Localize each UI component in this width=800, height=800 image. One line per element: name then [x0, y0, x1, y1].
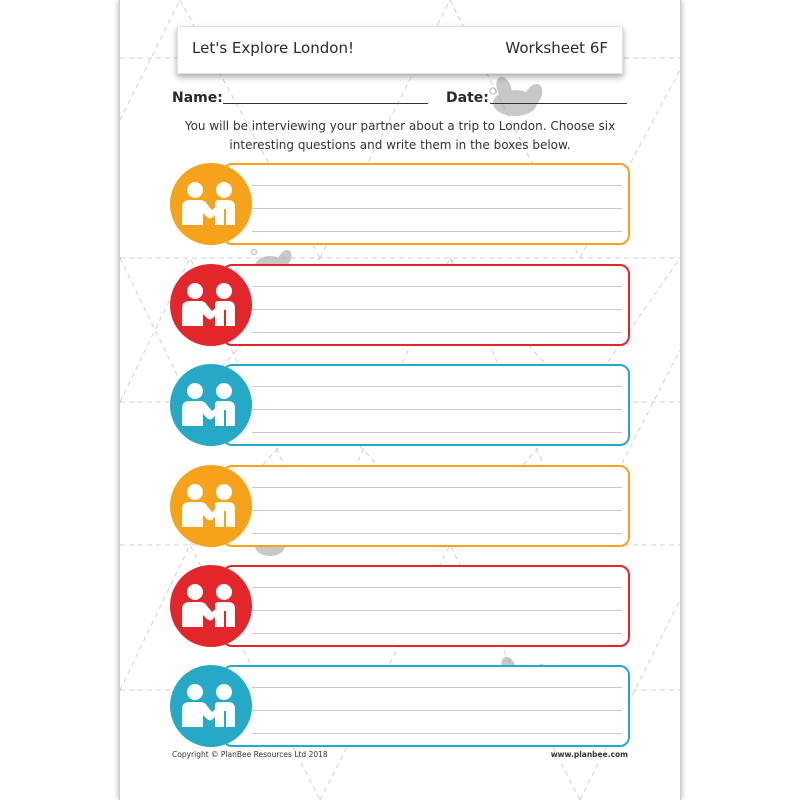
question-row	[170, 163, 630, 245]
writing-line	[252, 587, 622, 588]
footer-url: www.planbee.com	[550, 750, 628, 759]
name-label: Name:	[172, 90, 223, 106]
question-box[interactable]	[222, 364, 630, 446]
instructions-line-1: You will be interviewing your partner about a trip to London. Choose six	[184, 119, 616, 133]
question-row	[170, 364, 630, 446]
date-label: Date:	[446, 90, 489, 106]
interview-icon	[170, 264, 252, 346]
question-box[interactable]	[222, 264, 630, 346]
question-row	[170, 665, 630, 747]
question-box[interactable]	[222, 465, 630, 547]
question-box[interactable]	[222, 665, 630, 747]
worksheet-number: Worksheet 6F	[505, 39, 608, 57]
instructions	[170, 117, 630, 155]
question-box[interactable]	[222, 163, 630, 245]
writing-line	[252, 309, 622, 310]
writing-line	[252, 231, 622, 232]
question-row	[170, 465, 630, 547]
writing-line	[252, 409, 622, 410]
writing-line	[252, 733, 622, 734]
interview-icon	[170, 163, 252, 245]
date-field[interactable]	[490, 103, 627, 104]
worksheet-title: Let's Explore London!	[192, 39, 354, 57]
writing-line	[252, 185, 622, 186]
writing-line	[252, 710, 622, 711]
question-box[interactable]	[222, 565, 630, 647]
writing-line	[252, 487, 622, 488]
interview-icon	[170, 465, 252, 547]
writing-line	[252, 610, 622, 611]
writing-line	[252, 687, 622, 688]
question-row	[170, 264, 630, 346]
footer-copyright: Copyright © PlanBee Resources Ltd 2018	[172, 750, 328, 759]
writing-line	[252, 286, 622, 287]
writing-line	[252, 533, 622, 534]
interview-icon	[170, 565, 252, 647]
writing-line	[252, 208, 622, 209]
interview-icon	[170, 665, 252, 747]
writing-line	[252, 432, 622, 433]
writing-line	[252, 510, 622, 511]
instructions-line-2: interesting questions and write them in the boxes below.	[229, 138, 571, 152]
interview-icon	[170, 364, 252, 446]
writing-line	[252, 386, 622, 387]
question-row	[170, 565, 630, 647]
worksheet-page	[119, 0, 681, 800]
writing-line	[252, 332, 622, 333]
name-field[interactable]	[223, 103, 428, 104]
writing-line	[252, 633, 622, 634]
title-banner	[177, 26, 623, 74]
